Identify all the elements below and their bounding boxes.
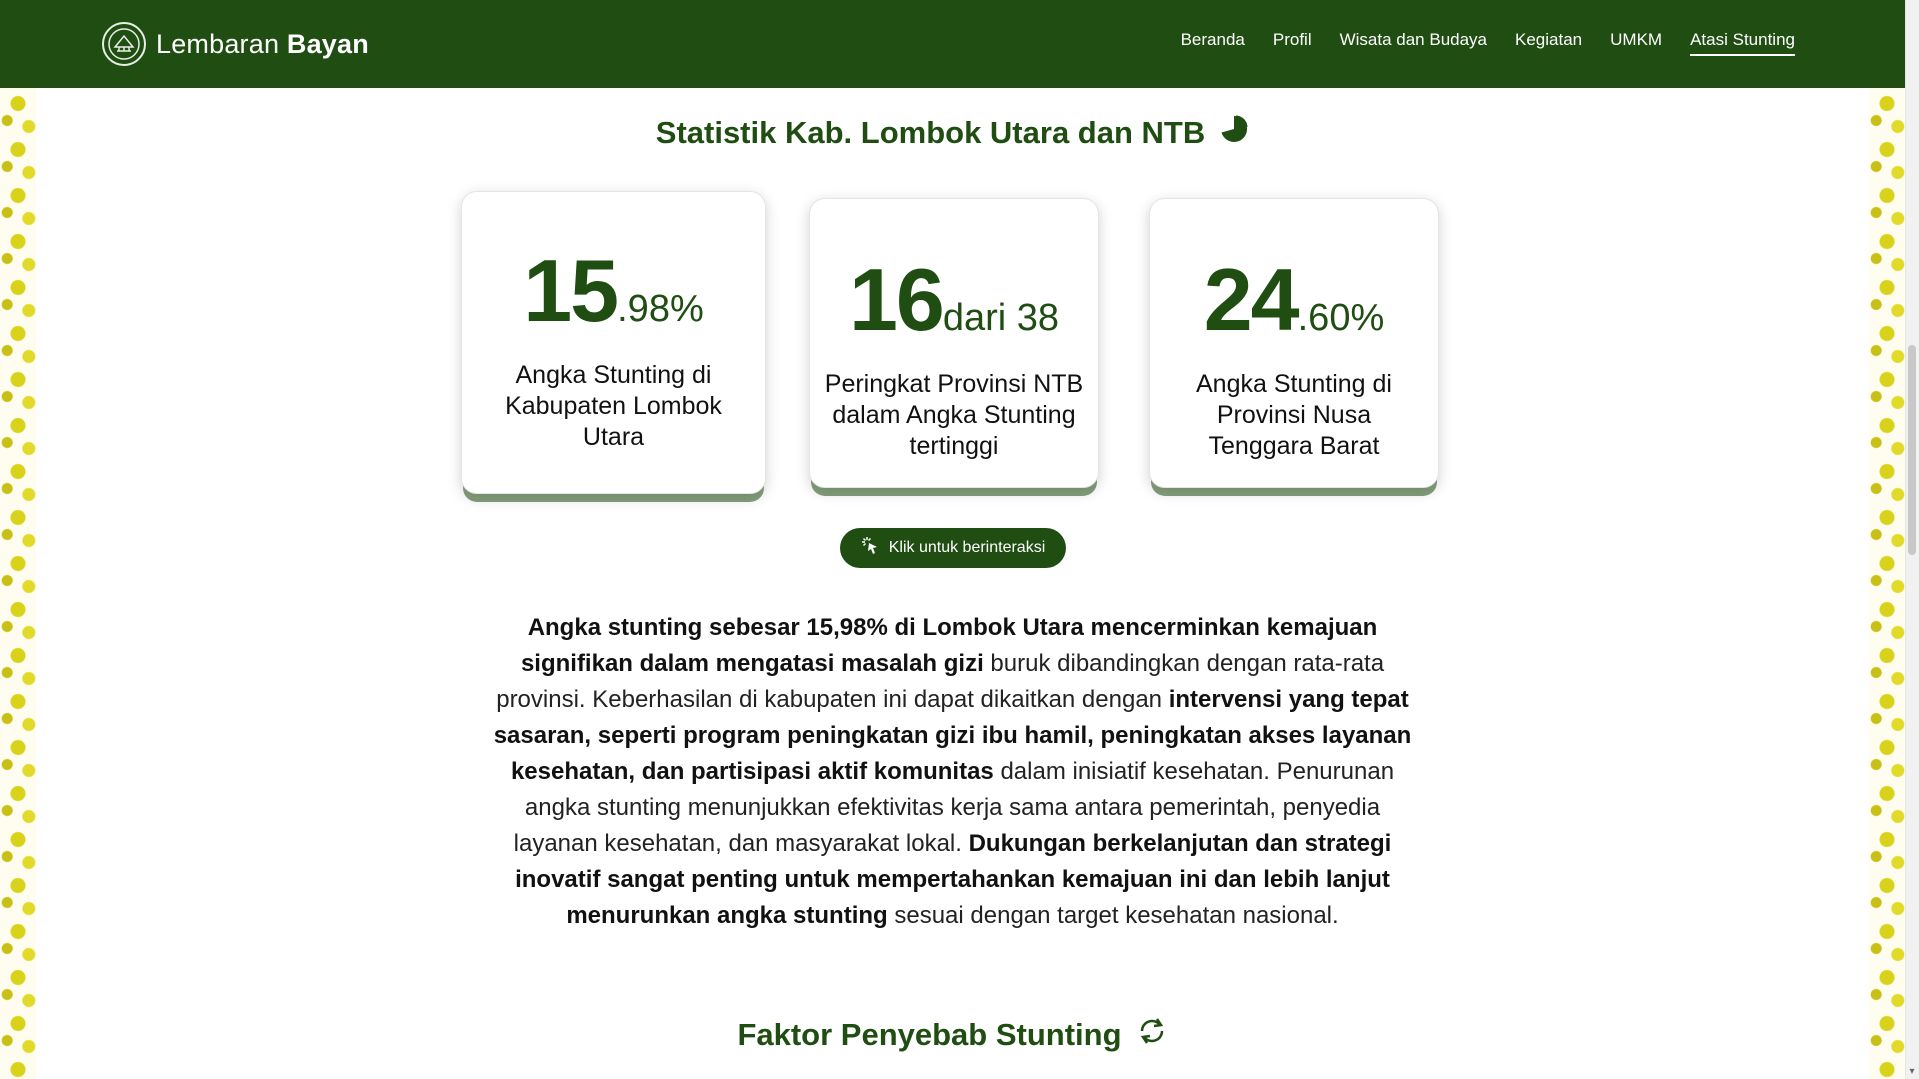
pie-chart-icon bbox=[1219, 114, 1249, 152]
stat-value: 16dari 38 bbox=[848, 250, 1060, 349]
brand-name: Lembaran Bayan bbox=[156, 28, 369, 59]
page-scrollbar[interactable] bbox=[1905, 0, 1919, 1079]
stat-description: Angka Stunting di Kabupaten Lombok Utara bbox=[505, 361, 722, 451]
decorative-border-left bbox=[0, 0, 36, 1079]
brand-home-link[interactable] bbox=[102, 22, 369, 66]
stat-description: Angka Stunting di Provinsi Nusa Tenggara Barat bbox=[1196, 370, 1392, 460]
village-emblem-icon bbox=[102, 22, 146, 66]
stat-card-provinsi[interactable] bbox=[1149, 198, 1439, 488]
stat-card-kabupaten[interactable] bbox=[461, 191, 766, 494]
pointer-click-icon bbox=[861, 536, 881, 561]
stats-title-text: Statistik Kab. Lombok Utara dan NTB bbox=[655, 115, 1206, 150]
stunting-description-paragraph: Angka stunting sebesar 15,98% di Lombok Utara mencerminkan kemajuan signifikan dalam mengatasi masalah gizi buruk dibandingkan dengan rata-rata provinsi. Keberhasilan di kabupaten ini dapat dikaitkan dengan intervensi yang tepat sasaran, seperti program peningkatan gizi ibu hamil, peningkatan akses layanan kesehatan, dan partisipasi aktif komunitas dalam inisiatif kesehatan. Penurunan angka stunting menunjukkan efektivitas kerja sama antara pemerintah, penyedia layanan kesehatan, dan masyarakat lokal. Dukungan berkelanjutan dan strategi inovatif sangat penting untuk mempertahankan kemajuan ini dan lebih lanjut menurunkan angka stunting sesuai dengan target kesehatan nasional. bbox=[493, 614, 1412, 929]
nav-item-umkm[interactable]: UMKM bbox=[1610, 30, 1663, 49]
stats-section-title bbox=[0, 114, 1905, 152]
nav-item-profil[interactable]: Profil bbox=[1272, 30, 1312, 49]
decorative-border-right bbox=[1869, 0, 1905, 1079]
nav-item-beranda[interactable]: Beranda bbox=[1180, 30, 1245, 49]
stat-description: Peringkat Provinsi NTB dalam Angka Stunting tertinggi bbox=[824, 370, 1084, 460]
stat-card-peringkat[interactable] bbox=[809, 198, 1099, 488]
interact-button[interactable] bbox=[840, 528, 1066, 568]
nav-item-wisata-budaya[interactable]: Wisata dan Budaya bbox=[1339, 30, 1488, 49]
factors-section-title bbox=[0, 1015, 1905, 1055]
main-nav bbox=[1181, 30, 1795, 56]
factors-title-text: Faktor Penyebab Stunting bbox=[737, 1017, 1122, 1052]
nav-item-atasi-stunting[interactable]: Atasi Stunting bbox=[1690, 30, 1795, 56]
stat-value: 24.60% bbox=[1203, 250, 1385, 349]
scrollbar-thumb[interactable] bbox=[1908, 345, 1916, 555]
navbar bbox=[0, 0, 1905, 88]
scroll-down-arrow-icon[interactable]: ▾ bbox=[1909, 1066, 1915, 1077]
nav-item-kegiatan[interactable]: Kegiatan bbox=[1515, 30, 1583, 49]
interact-button-label: Klik untuk berinteraksi bbox=[888, 539, 1046, 556]
stat-value: 15.98% bbox=[523, 241, 704, 340]
refresh-icon bbox=[1136, 1015, 1168, 1055]
